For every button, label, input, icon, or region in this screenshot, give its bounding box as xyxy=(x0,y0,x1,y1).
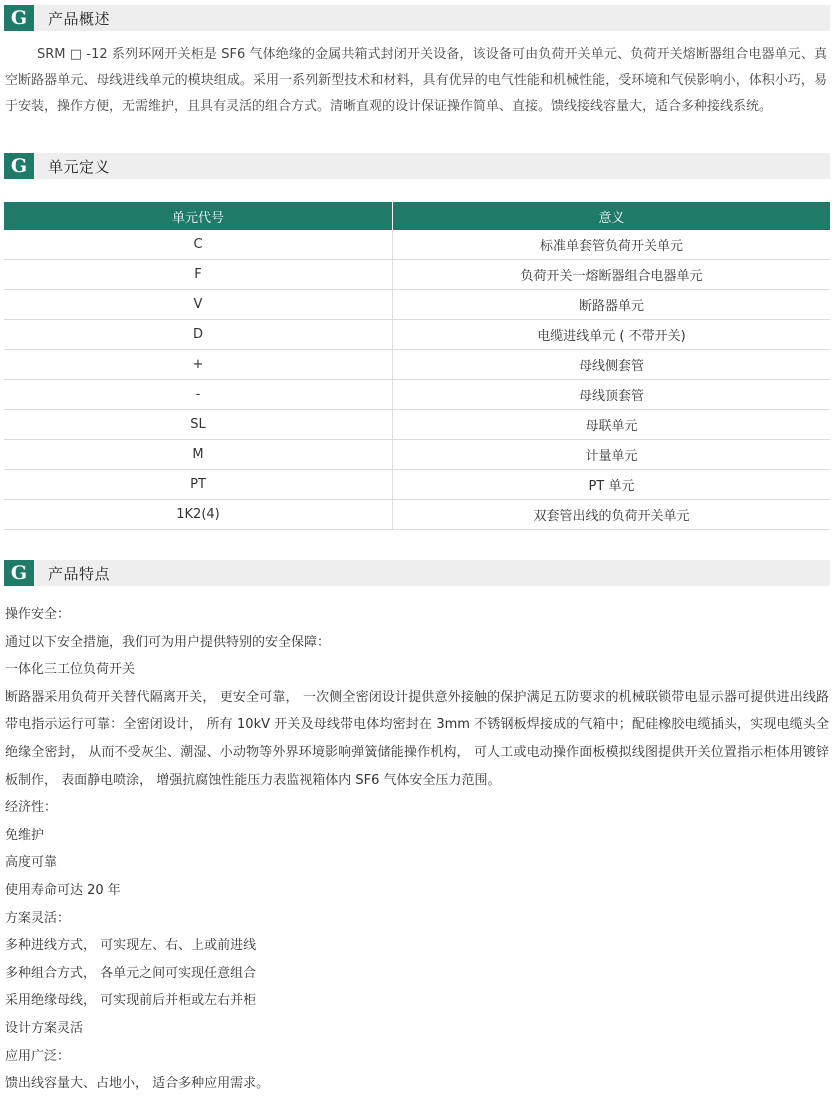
features-section-header xyxy=(4,560,830,586)
table-row xyxy=(4,380,830,410)
table-header-row xyxy=(4,202,830,230)
feature-heading-application: 应用广泛： xyxy=(5,1048,71,1064)
features-title: 产品特点 xyxy=(48,564,111,583)
features-body xyxy=(5,601,829,1098)
unit-meaning-cell: 负荷开关一熔断器组合电器单元 xyxy=(393,260,831,290)
unit-definition-table xyxy=(4,202,830,530)
g-logo-icon: G xyxy=(4,153,34,179)
unit-code-cell: D xyxy=(4,320,393,350)
feature-line: 馈出线容量大、占地小， 适合多种应用需求。 xyxy=(5,1076,270,1092)
feature-line: 通过以下安全措施，我们可为用户提供特别的安全保障： xyxy=(5,634,331,650)
unit-meaning-cell: PT 单元 xyxy=(393,470,831,500)
feature-line: 多种组合方式， 各单元之间可实现任意组合 xyxy=(5,965,257,981)
feature-heading-flexibility: 方案灵活： xyxy=(5,910,71,926)
table-row xyxy=(4,230,830,260)
g-logo-icon: G xyxy=(4,560,34,586)
feature-line: 多种进线方式， 可实现左、右、上或前进线 xyxy=(5,938,257,954)
feature-line: 免维护 xyxy=(5,827,45,843)
table-row xyxy=(4,440,830,470)
unit-meaning-cell: 母线侧套管 xyxy=(393,350,831,380)
unit-code-cell: C xyxy=(4,230,393,260)
feature-paragraph: 断路器采用负荷开关替代隔离开关， 更安全可靠， 一次侧全密闭设计提供意外接触的保护满足五防要求的机械联锁带电显示器可提供进出线路带电指示运行可靠：全密闭设计， 所有 10kV 开关及母线带电体均密封在 3mm 不锈钢板焊接成的气箱中；配硅橡胶电缆插头，实现电缆头全绝缘全密封， 从而不受灰尘、潮湿、小动物等外界环境影响弹簧储能操作机构， 可人工或电动操作面板模拟线图提供开关位置指示柜体用镀锌板制作， 表面静电喷涂， 增强抗腐蚀性能压力表监视箱体内 SF6 气体安全压力范围。 xyxy=(5,689,829,788)
unit-meaning-cell: 计量单元 xyxy=(393,440,831,470)
overview-paragraph: SRM □ -12 系列环网开关柜是 SF6 气体绝缘的金属共箱式封闭开关设备，该设备可由负荷开关单元、负荷开关熔断器组合电器单元、真空断路器单元、母线进线单元的模块组成。采用一系列新型技术和材料，具有优异的电气性能和机械性能，受环境和气侯影响小，体积小巧，易于安装，操作方便，无需维护，且具有灵活的组合方式。清晰直观的设计保证操作简单、直接。馈线接线容量大，适合多种接线系统。 xyxy=(5,47,827,114)
unit-meaning-cell: 断路器单元 xyxy=(393,290,831,320)
overview-section-header xyxy=(4,5,830,31)
feature-line: 使用寿命可达 20 年 xyxy=(5,882,121,898)
feature-line: 设计方案灵活 xyxy=(5,1020,84,1036)
unit-meaning-cell: 电缆进线单元 ( 不带开关) xyxy=(393,320,831,350)
table-row xyxy=(4,350,830,380)
feature-line: 一体化三工位负荷开关 xyxy=(5,662,136,678)
unit-meaning-cell: 标准单套管负荷开关单元 xyxy=(393,230,831,260)
unit-code-cell: PT xyxy=(4,470,393,500)
unit-meaning-cell: 母线顶套管 xyxy=(393,380,831,410)
table-row xyxy=(4,260,830,290)
unit-code-cell: + xyxy=(4,350,393,380)
table-row xyxy=(4,290,830,320)
feature-heading-economy: 经济性： xyxy=(5,800,58,816)
table-row xyxy=(4,500,830,530)
overview-title: 产品概述 xyxy=(48,9,111,28)
table-row xyxy=(4,470,830,500)
unit-code-cell: M xyxy=(4,440,393,470)
unit-code-cell: 1K2(4) xyxy=(4,500,393,530)
unit-code-cell: SL xyxy=(4,410,393,440)
feature-line: 高度可靠 xyxy=(5,855,58,871)
column-header-meaning: 意义 xyxy=(393,202,831,230)
units-title: 单元定义 xyxy=(48,157,111,176)
table-row xyxy=(4,410,830,440)
unit-meaning-cell: 双套管出线的负荷开关单元 xyxy=(393,500,831,530)
units-section-header xyxy=(4,153,830,179)
unit-code-cell: - xyxy=(4,380,393,410)
feature-heading-safety: 操作安全： xyxy=(5,607,71,622)
feature-line: 采用绝缘母线， 可实现前后并柜或左右并柜 xyxy=(5,993,257,1009)
unit-meaning-cell: 母联单元 xyxy=(393,410,831,440)
unit-code-cell: F xyxy=(4,260,393,290)
g-logo-icon: G xyxy=(4,5,34,31)
column-header-unit-code: 单元代号 xyxy=(4,202,393,230)
unit-code-cell: V xyxy=(4,290,393,320)
table-row xyxy=(4,320,830,350)
